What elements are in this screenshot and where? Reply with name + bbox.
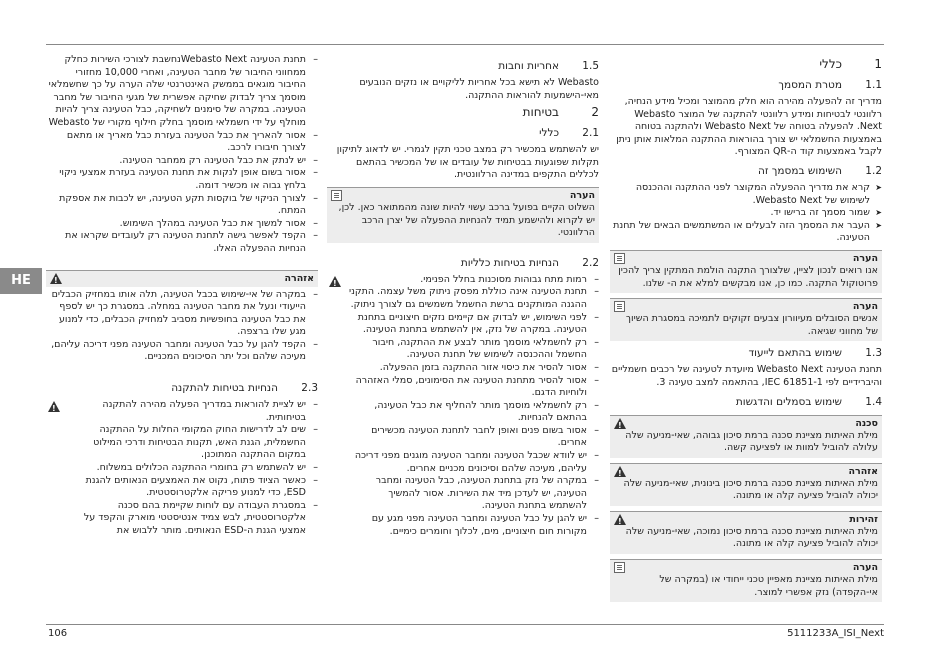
- warning-triangle-icon: [614, 514, 626, 525]
- list-item: – יש להגן על כבל הטעינה ומחבר הטעינה מפני מגע עם מקורות חום חיצוניים, מים, לכלוך וחומרים כימיים.: [349, 513, 599, 538]
- safety-list-box: [327, 274, 599, 538]
- footer-rule: [46, 624, 884, 625]
- list-item: – הקפד לאפשר גישה לתחנת הטעינה רק לעובדים שקראו את הנחיות ההפעלה האלו.: [46, 230, 318, 255]
- list-item: – רק לחשמלאי מוסמך מותר לבצע את ההתקנה, חיבור החשמל וההכנסה לשימוש של תחנת הטעינה.: [349, 337, 599, 362]
- paragraph: Webasto לא תישא בכל אחריות לליקויים או נזקים הנובעים מאי-הישמעות להוראות ההתקנה.: [359, 77, 599, 101]
- danger-box: סכנה ! מילת האיתות מציינת סכנה ברמת סיכון גבוהה, שאי-מניעה שלה עלולה להוביל למוות או לפציעה קשה.: [610, 415, 882, 458]
- list-item: – אסור להאריך את כבל הטעינה בעזרת כבל מאריך או מתאם לצורך חיבורו לרכב.: [46, 130, 318, 155]
- caution-box: זהירות ! מילת האיתות מציינת סכנה ברמת סיכון נמוכה, שאי-מניעה שלה יכולה להוביל פציעה קלה או מתונה.: [610, 511, 882, 554]
- list-item: – שים לב לדרישות החוק המקומי החלות על ההתקנה החשמלית, הגנת האש, תקנות הבטיחות ודרכי המילוט במקום ההתקנה המתוכנן.: [68, 424, 318, 462]
- list-item: ➤ קרא את מדריך ההפעלה המקוצר לפני ההתקנה וההכנסה לשימוש של Webasto Next.: [610, 182, 882, 207]
- subsection-heading: 1.2 השימוש במסמך זה: [757, 164, 882, 177]
- safety-list: [349, 274, 599, 538]
- paragraph: מדריך זה להפעלה מהירה הוא חלק מהמוצר ומכיל מידע הנחיה, רלוונטי לבטיחות ומידע רלוונטי להתקנה של המוצר Webasto Next. להפעלה בטוחה של Webasto Next ולהתקנה בטוחה באמצעות החשמלאי יש צורך בהוראות ההתקנה המלאות אותן ניתן לקבל באמצעות קוד ה-QR המצורף.: [616, 96, 882, 158]
- list-item: – לפני השימוש, יש לבדוק אם קיימים נזקים חיצוניים בתחנת הטעינה. במקרה של נזק, אין להשתמש בתחנת הטעינה.: [349, 312, 599, 337]
- subsection-heading: 1.4 שימוש בסמלים והדגשות: [735, 395, 882, 408]
- section-heading: 1 כללי: [819, 57, 882, 71]
- warning-triangle-icon: [614, 466, 626, 477]
- page-number: 106: [48, 628, 68, 639]
- warning-triangle-icon: [50, 273, 62, 284]
- list-item: – לצורך הניקוי של בוקסות תקע הטעינה, יש לכבות את אספקת המתח.: [46, 193, 318, 218]
- subsection-heading: 2.2 הנחיות בטיחות כלליות: [460, 256, 599, 269]
- list-item: – במקרה של אי-שימוש בכבל הטעינה, תלה אותו במחזיק הכבלים הייעודי ונעל את מחבר הטעינה במחלה. במסגרת כך יש לספף את כבל הטעינה בחופשיות מסביב למחזיק הכבלים, כדי למנוע מגע שלו ברצפה.: [46, 289, 318, 339]
- warning-triangle-icon: [614, 418, 626, 429]
- list-item: – רק לחשמלאי מוסמך מותר להחליף את כבל הטעינה, בהתאם להנחיות.: [349, 400, 599, 425]
- document-code: 5111233A_ISI_Next: [787, 628, 884, 639]
- list-item: ➤ העבר את המסמך הזה לבעלים או המשתמשים הבאים של תחנת הטעינה.: [610, 220, 882, 245]
- note-icon: [614, 301, 625, 312]
- list-item: – במקרה של נזק בתחנת הטעינה, כבל הטעינה ומחבר הטעינה, יש לעדכן מיד את השירות. אסור להמשיך להשתמש בתחנת הטעינה.: [349, 475, 599, 513]
- note-box: הערה השלוט הקיים בפועל ברכב עשוי להיות שונה מהמתואר כאן. לכן, יש לקרוא ולהישמע תמיד להנחיות ההפעלה של יצרן הרכב הרלוונטי.: [327, 187, 599, 243]
- list-item: – תחנת הטעינה אינה כוללת מפסק ניתוק משל עצמה. התקני ההגנה המותקנים ברשת החשמל משמשים גם לצורך ניתוק.: [349, 286, 599, 311]
- warning-triangle-icon: [329, 276, 341, 287]
- subsection-heading: 2.1 כללי: [539, 127, 599, 140]
- list-item: – יש לוודא שכבל הטעינה ומחבר הטעינה מוגנים מפני דריכה עליהם, מעיכה שלהם וסיכונים מכניים אחרים.: [349, 450, 599, 475]
- safety-list-continued: [46, 54, 318, 256]
- column-left: [46, 54, 318, 538]
- column-right: [610, 54, 882, 607]
- list-item: – אסור למשוך את כבל הטעינה במהלך השימוש.: [46, 218, 318, 231]
- instruction-list: [610, 182, 882, 245]
- list-item: – יש להשתמש רק בחומרי ההתקנה הכלולים במשלוח.: [68, 462, 318, 475]
- subsection-heading: 2.3 הנחיות בטיחות להתקנה: [171, 382, 318, 395]
- list-item: – אסור בשום פנים ואופן לחבר לתחנת הטעינה מכשירים אחרים.: [349, 425, 599, 450]
- section-heading: 2 בטיחות: [522, 105, 599, 120]
- list-item: – רמות מתח גבוהות מסוכנות בחלל הפנימי.: [349, 274, 599, 287]
- note-icon: [614, 562, 625, 573]
- paragraph: יש להשתמש במכשיר רק במצב טכני תקין לגמרי. יש לדאוג לתיקון תקלות שפוגעות בבטיחות של עובדים או של המכשיר בהתאם לכללים התקפים במדינה הרלוונטית.: [336, 144, 599, 181]
- warning-box: אזהרה ! – במקרה של אי-שימוש בכבל הטעינה, תלה אותו במחזיק הכבלים הייעודי ונעל את מחבר הטעינה במחלה. במסגרת כך יש לספף את כבל הטעינה בחופשיות מסביב למחזיק הכבלים, כדי למנוע מגע שלו ברצפה. – הקפד להגן על כבל הטעינה ומחבר הטעינה מפני דריכה עליהם, מעיכה שלהם וכל יתר הסיכונים המכניים.: [46, 270, 318, 367]
- list-item: – יש לנתק את כבל הטעינה רק ממחבר הטעינה.: [46, 155, 318, 168]
- install-list: [68, 399, 318, 538]
- subsection-heading: 1.5 אחריות וחבות: [498, 60, 599, 72]
- header-rule: [46, 44, 884, 45]
- warning-box: אזהרה ! מילת האיתות מציינת סכנה ברמת סיכון בינונית, שאי-מניעה שלה יכולה להוביל פציעה קלה או מתונה.: [610, 463, 882, 506]
- list-item: – הקפד להגן על כבל הטעינה ומחבר הטעינה מפני דריכה עליהם, מעיכה שלהם וכל יתר הסיכונים המכניים.: [46, 339, 318, 364]
- paragraph: תחנת הטעינה Webasto Next מיועדת לטעינה של רכבים חשמליים והיברידיים לפי IEC 61851-1, בהתאמה למצב טעינה 3.: [611, 364, 882, 388]
- note-box: הערה מילת האיתות מציינת מאפיין טכני ייחודי או (במקרה של אי-הקפדה) נזק אפשרי למוצר.: [610, 559, 882, 602]
- list-item: ➤ שמור מסמך זה ברישו יד.: [610, 207, 882, 220]
- note-icon: [331, 190, 342, 201]
- list-item: – תחנת הטעינה Webasto Nextנחשבת לצורכי השירות כחלק ממחווני החיבור של מחבר הטעינה, ואחרי 10,000 מחזורי החיבור מוגאים בממשק האינטרנטי שלה הערה על כך שחשמלאי מוסמך צריך לבדוק שחיקה אפשרית של מגעי החיבור של מחבר הטעינה. במקרה של סימנים לשחיקה, כבל הטעינה צריך להיות מוחלף על ידי חשמלאי מוסמך בחלק חילוף מקורי של Webasto: [46, 54, 318, 130]
- list-item: – אסור להסיר מתחנת הטעינה את הסימונים, סמלי האזהרה ולוחיות הדגם.: [349, 375, 599, 400]
- install-list-box: [46, 399, 318, 538]
- list-item: – במסגרת העבודה עם לוחות שקיימת בהם סכנה אלקטרוסטטית, לבש צמיד אנטיסטטי מוארק והקפד על אמצעי הגנת ה-ESD הנאותים. מותר ללבוש את: [68, 500, 318, 538]
- list-item: – אסור להסיר את כיסוי אזור ההתקנה בזמן ההפעלה.: [349, 362, 599, 375]
- warning-list: [46, 289, 318, 365]
- subsection-heading: 1.1 מטרת המסמך: [778, 79, 882, 91]
- list-item: – יש לציית להוראות במדריך הפעלה מהירה להתקנה בטיחותית.: [68, 399, 318, 424]
- note-box: הערה אנשים הסובלים מעיוורון צבעים זקוקים לתמיכה במסגרת השיוך של מחווני שגיאה.: [610, 298, 882, 341]
- warning-triangle-icon: [48, 401, 60, 412]
- note-box: הערה אנו רואים לנכון לציין, שלצורך התקנה הולמת המתקין צריך להכין פרוטוקול התקנה. כמו כן, אנו מבקשים למלא את ה- שלנו.: [610, 250, 882, 293]
- language-tab: HE: [0, 268, 42, 294]
- note-icon: [614, 253, 625, 264]
- column-middle: [327, 54, 599, 538]
- list-item: – כאשר הציוד פתוח, נקוט את האמצעים הנאותים להגנת ESD, כדי למנוע פריקה אלקטרוסטטית.: [68, 475, 318, 500]
- subsection-heading: 1.3 שימוש בהתאם לייעוד: [748, 347, 882, 360]
- list-item: – אסור בשום אופן לנקות את תחנת הטעינה בעזרת אמצעי ניקוי בלחץ גבוה או מכשיר דומה.: [46, 167, 318, 192]
